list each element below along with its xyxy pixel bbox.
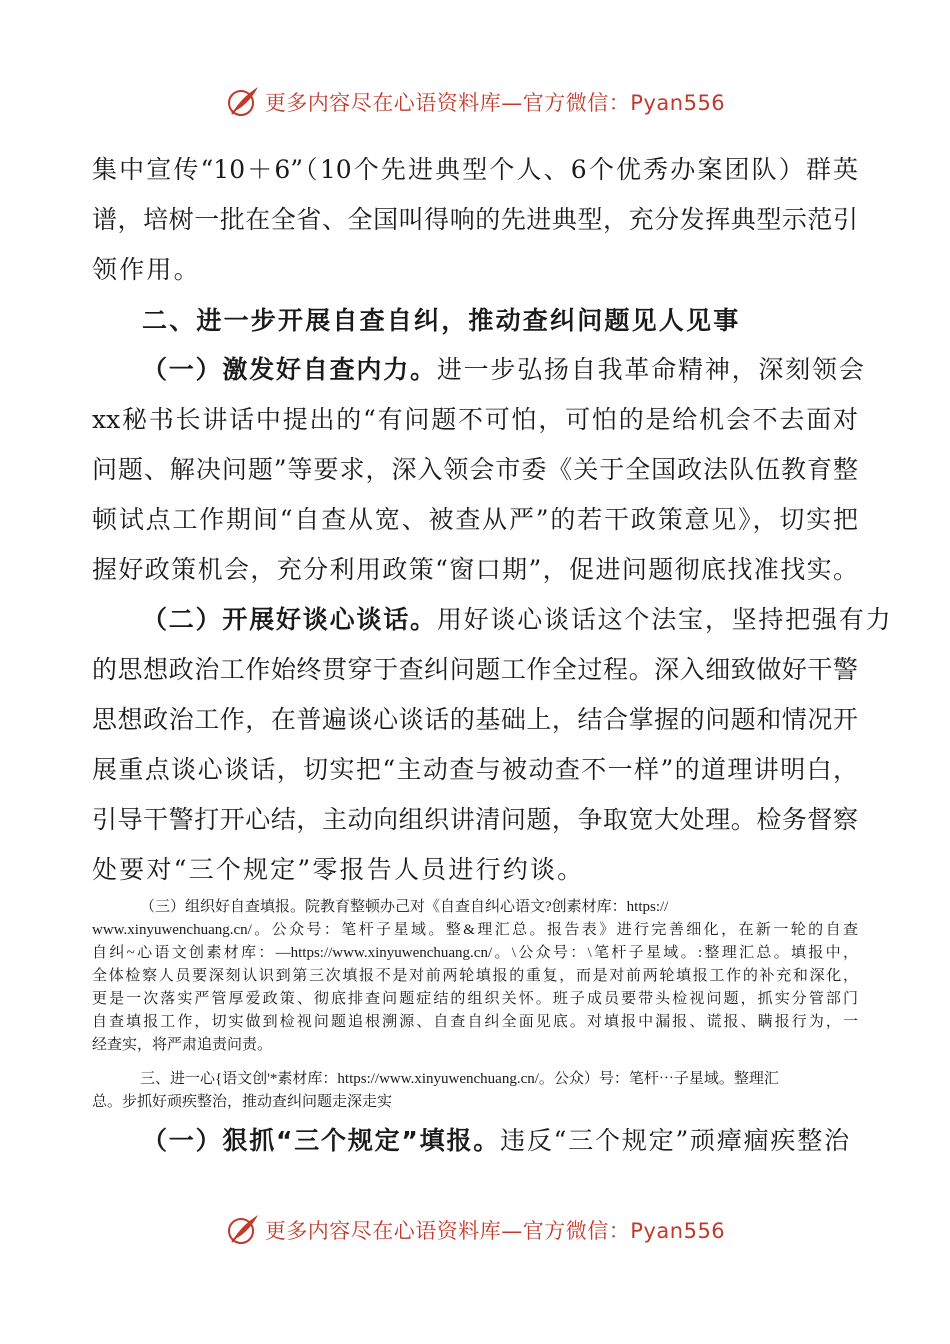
- item-title: （一）激发好自查内力。: [142, 355, 437, 384]
- item-title: （二）开展好谈心谈话。: [142, 605, 437, 634]
- small-line: 全体检察人员要深刻认识到第三次填报不是对前两轮填报的重复，而是对前两轮填报工作的补充和深化，: [92, 968, 858, 984]
- paragraph-line: 集中宣传“10＋6”（10个先进典型个人、6个优秀办案团队）群英: [92, 155, 858, 184]
- item-text: 违反“三个规定”顽瘴痼疾整治: [500, 1126, 851, 1155]
- paragraph-line: 展重点谈心谈话，切实把“主动查与被动查不一样”的道理讲明白，: [92, 755, 858, 784]
- small-line: 更是一次落实严管厚爱政策、彻底排查问题症结的组织关怀。班子成员要带头检视问题，抓实分管部门: [92, 991, 858, 1007]
- paragraph-line: 顿试点工作期间“自查从宽、被查从严”的若干政策意见》，切实把: [92, 505, 858, 534]
- paragraph-line: 握好政策机会，充分利用政策“窗口期”，促进问题彻底找准找实。: [92, 555, 858, 584]
- paragraph-line: 处要对“三个规定”零报告人员进行约谈。: [92, 855, 585, 884]
- item-first-line: [142, 345, 866, 395]
- small-line: 总。步抓好顽疾整治，推动查纠问题走深走实: [92, 1094, 393, 1110]
- paragraph-line: 问题、解决问题”等要求，深入领会市委《关于全国政法队伍教育整: [92, 455, 858, 484]
- paragraph-line: 谱，培树一批在全省、全国叫得响的先进典型，充分发挥典型示范引: [92, 205, 858, 234]
- footer-watermark: [0, 1208, 950, 1252]
- item-text: 进一步弘扬自我革命精神，深刻领会: [436, 355, 866, 384]
- quill-pen-icon: [225, 84, 261, 120]
- header-watermark: [0, 80, 950, 124]
- paragraph-line: 领作用。: [92, 255, 201, 284]
- section-heading: 二、进一步开展自查自纠，推动查纠问题见人见事: [142, 306, 741, 335]
- watermark-text: 更多内容尽在心语资料库—官方微信：Pyan556: [264, 1219, 726, 1243]
- quill-pen-icon: [225, 1212, 261, 1248]
- small-line: www.xinyuwenchuang.cn/。公众号：笔杆子星域。整&理汇总。报告表》进行完善细化，在新一轮的自查: [92, 922, 858, 938]
- paragraph-line: xx秘书长讲话中提出的“有问题不可怕，可怕的是给机会不去面对: [92, 405, 858, 434]
- paragraph-line: 引导干警打开心结，主动向组织讲清问题，争取宽大处理。检务督察: [92, 805, 858, 834]
- small-line: （三）组织好自查填报。院教育整顿办己对《自查自纠心语文?创素材库：https://: [140, 899, 669, 915]
- item-first-line: [142, 595, 893, 645]
- paragraph-line: 的思想政治工作始终贯穿于查纠问题工作全过程。深入细致做好干警: [92, 655, 858, 684]
- watermark-text: 更多内容尽在心语资料库—官方微信：Pyan556: [264, 91, 726, 115]
- paragraph-line: 思想政治工作，在普遍谈心谈话的基础上，结合掌握的问题和情况开: [92, 705, 858, 734]
- item-first-line: [142, 1116, 858, 1166]
- small-line: 自纠~心语文创素材库：—https://www.xinyuwenchuang.cn/。\公众号：\笔杆子星域。:整理汇总。填报中，: [92, 945, 858, 961]
- small-line: 经查实，将严肃追责问责。: [92, 1037, 273, 1053]
- item-text: 用好谈心谈话这个法宝，坚持把强有力: [436, 605, 893, 634]
- small-line: 自查填报工作，切实做到检视问题追根溯源、自查自纠全面见底。对填报中漏报、谎报、瞒报行为，一: [92, 1014, 858, 1030]
- small-line: 三、进一心{语文创'*素材库：https://www.xinyuwenchuang.cn/。公众）号：笔杆⋯子星域。整理汇: [140, 1071, 779, 1087]
- item-title: （一）狠抓“三个规定”填报。: [142, 1126, 501, 1155]
